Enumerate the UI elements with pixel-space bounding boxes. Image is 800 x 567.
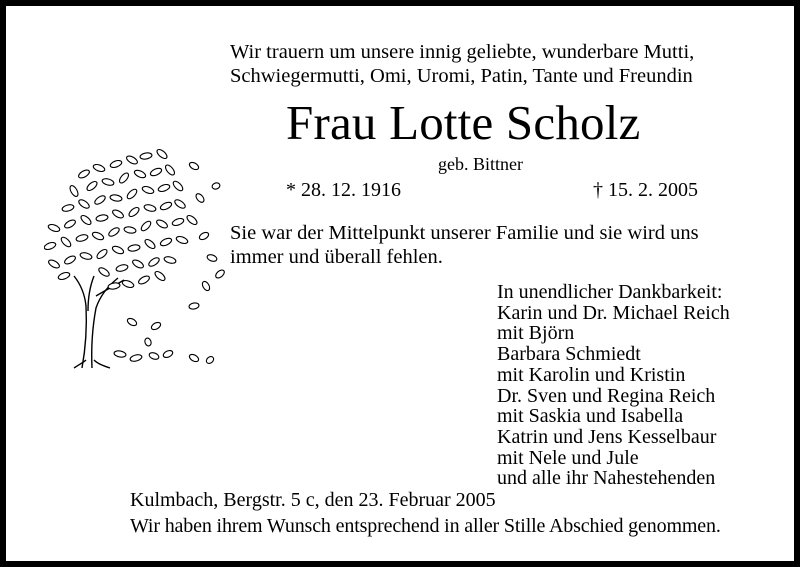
tribute-line: immer und überall fehlen.: [230, 246, 443, 268]
maiden-name: geb. Bittner: [438, 154, 523, 174]
deceased-name: Frau Lotte Scholz: [286, 95, 641, 150]
tribute-line: Sie war der Mittelpunkt unserer Familie und sie wird uns: [230, 222, 699, 244]
mourner-line: mit Björn: [497, 322, 575, 345]
intro-text: [230, 40, 694, 88]
mourners-heading: In unendlicher Dankbarkeit:: [497, 281, 723, 303]
mourner-line: mit Nele und Jule: [497, 446, 639, 469]
mourner-line: Dr. Sven und Regina Reich: [497, 384, 716, 407]
obituary-notice: [6, 6, 794, 561]
tribute-text: [230, 221, 699, 269]
mourner-line: Katrin und Jens Kesselbaur: [497, 425, 717, 448]
death-date: † 15. 2. 2005: [593, 179, 698, 201]
mourner-line: mit Karolin und Kristin: [497, 363, 686, 386]
mourner-line: Karin und Dr. Michael Reich: [497, 301, 730, 324]
place-and-date: Kulmbach, Bergstr. 5 c, den 23. Februar 2005: [130, 489, 496, 511]
mourners-list: [497, 282, 730, 489]
mourner-line: mit Saskia und Isabella: [497, 405, 684, 428]
birth-date: * 28. 12. 1916: [286, 179, 401, 201]
mourner-line: und alle ihr Nahestehenden: [497, 467, 716, 490]
tree-with-falling-leaves-icon: [44, 146, 234, 371]
closing-note: Wir haben ihrem Wunsch entsprechend in aller Stille Abschied genommen.: [130, 515, 721, 537]
intro-line: Schwiegermutti, Omi, Uromi, Patin, Tante und Freundin: [230, 65, 693, 87]
intro-line: Wir trauern um unsere innig geliebte, wunderbare Mutti,: [230, 41, 695, 63]
mourner-line: Barbara Schmiedt: [497, 343, 641, 366]
